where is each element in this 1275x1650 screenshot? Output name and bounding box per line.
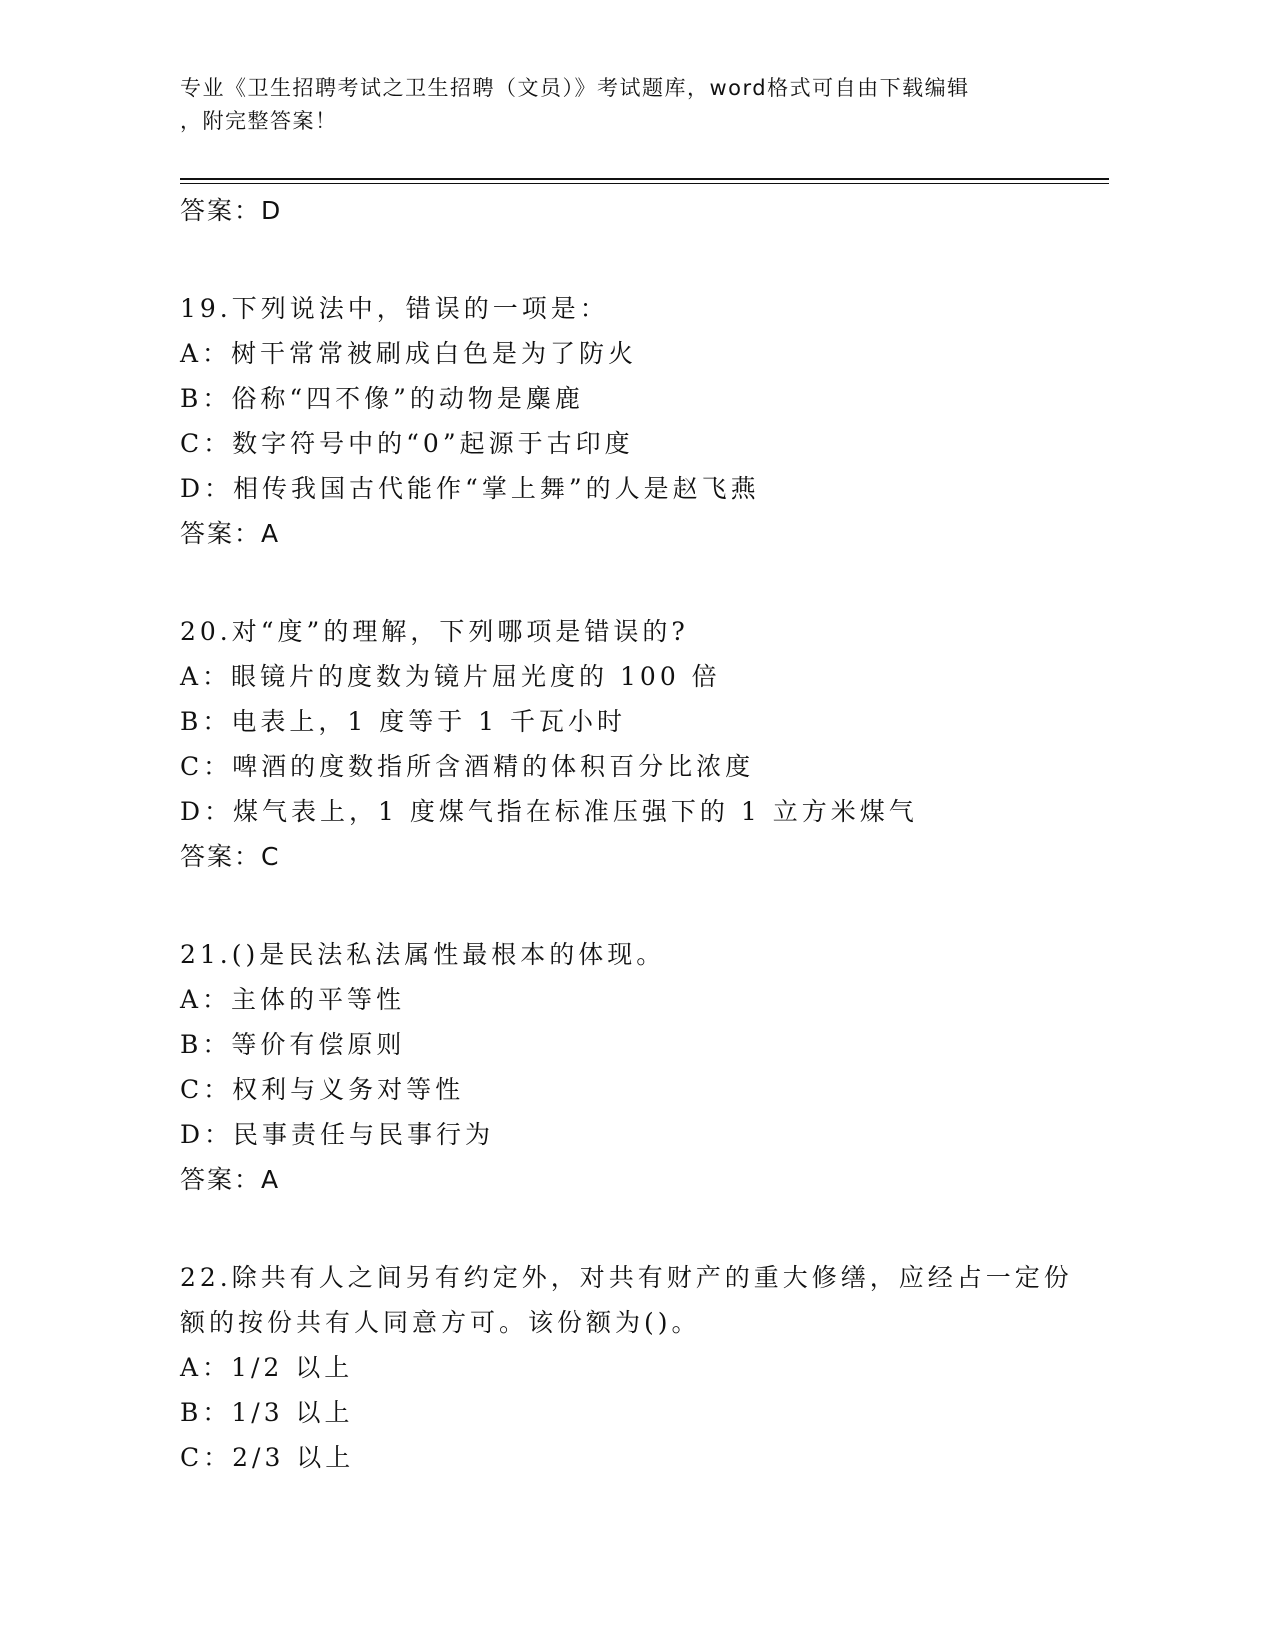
- option-d: D：民事责任与民事行为: [180, 1120, 495, 1149]
- option-c: C：2/3 以上: [180, 1443, 355, 1472]
- option-b: B：电表上，1 度等于 1 千瓦小时: [180, 707, 627, 736]
- option-b: B：1/3 以上: [180, 1398, 354, 1427]
- header-line-1: 专业《卫生招聘考试之卫生招聘（文员）》考试题库，word格式可自由下载编辑: [180, 76, 970, 100]
- question-21: [180, 932, 1080, 1203]
- document-header: [180, 72, 1060, 138]
- answer: 答案：A: [180, 1165, 281, 1194]
- question-stem-line-2: 额的按份共有人同意方可。该份额为()。: [180, 1308, 701, 1337]
- question-stem-line-1: 22.除共有人之间另有约定外，对共有财产的重大修缮，应经占一定份: [180, 1263, 1073, 1292]
- question-20: [180, 609, 1080, 880]
- header-rule-thin: [180, 183, 1109, 184]
- option-b: B：等价有偿原则: [180, 1030, 406, 1059]
- header-rule-thick: [180, 178, 1109, 180]
- answer-18: 答案：D: [180, 196, 283, 225]
- option-a: A：眼镜片的度数为镜片屈光度的 100 倍: [180, 662, 721, 691]
- option-c: C：啤酒的度数指所含酒精的体积百分比浓度: [180, 752, 755, 781]
- question-stem: 21.()是民法私法属性最根本的体现。: [180, 940, 666, 969]
- question-list: [180, 188, 1080, 1480]
- option-c: C：数字符号中的“0”起源于古印度: [180, 429, 634, 458]
- option-d: D：相传我国古代能作“掌上舞”的人是赵飞燕: [180, 474, 760, 503]
- answer: 答案：A: [180, 519, 281, 548]
- question-19: [180, 286, 1080, 557]
- option-d: D：煤气表上，1 度煤气指在标准压强下的 1 立方米煤气: [180, 797, 918, 826]
- option-c: C：权利与义务对等性: [180, 1075, 465, 1104]
- option-a: A：1/2 以上: [180, 1353, 354, 1382]
- question-22: [180, 1255, 1080, 1480]
- question-stem: 19.下列说法中，错误的一项是：: [180, 294, 609, 323]
- question-stem: 20.对“度”的理解，下列哪项是错误的?: [180, 617, 689, 646]
- option-a: A：主体的平等性: [180, 985, 406, 1014]
- option-a: A：树干常常被刷成白色是为了防火: [180, 339, 638, 368]
- answer: 答案：C: [180, 842, 281, 871]
- option-b: B：俗称“四不像”的动物是麋鹿: [180, 384, 584, 413]
- header-line-2: ，附完整答案！: [180, 109, 338, 133]
